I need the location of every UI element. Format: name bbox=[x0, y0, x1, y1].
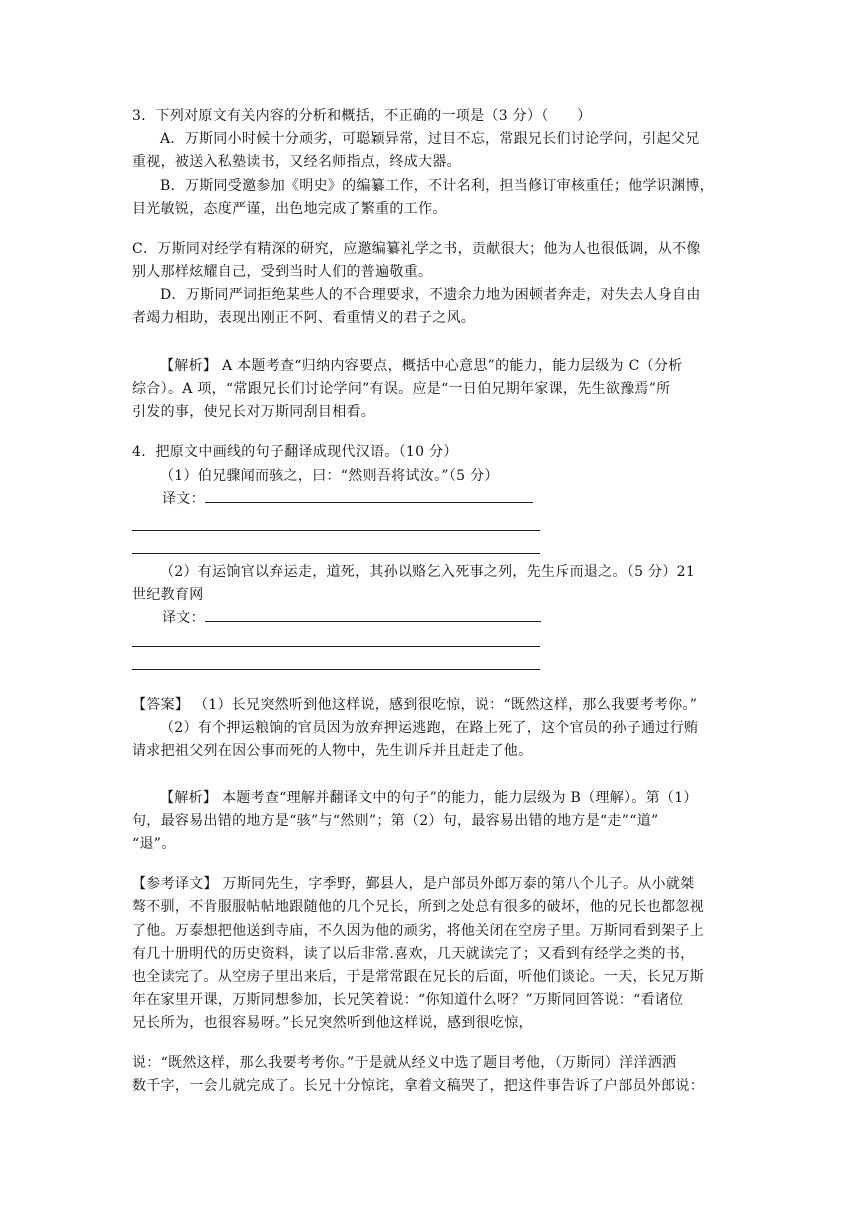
answer-blank-line[interactable] bbox=[132, 646, 540, 647]
q3-analysis-line1: 【解析】 A 本题考查“归纳内容要点，概括中心意思”的能力，能力层级为 C（分析 bbox=[160, 358, 683, 374]
q4-analysis-line2: 句，最容易出错的地方是“骇”与“然则”；第（2）句，最容易出错的地方是“走”“道” bbox=[132, 813, 659, 829]
q4-sentence2-line2: 世纪教育网 bbox=[132, 587, 204, 603]
q4-translation-row1 bbox=[162, 488, 772, 510]
answer-blank[interactable] bbox=[205, 488, 533, 503]
q3-stem: 3．下列对原文有关内容的分析和概括，不正确的一项是（3 分）（ ） bbox=[132, 108, 592, 124]
q3-option-b-line1: B．万斯同受邀参加《明史》的编纂工作，不计名利，担当修订审核重任；他学识渊博， bbox=[160, 178, 714, 194]
q4-analysis-line3: “退”。 bbox=[132, 836, 176, 852]
q3-option-a-line2: 重视，被送入私塾读书，又经名师指点，终成大器。 bbox=[132, 154, 461, 170]
q3-option-b-line2: 目光敏锐，态度严谨，出色地完成了繁重的工作。 bbox=[132, 201, 447, 217]
translation-line5: 也全读完了。从空房子里出来后，于是常常跟在兄长的后面，听他们谈论。一天，长兄万斯 bbox=[132, 969, 704, 985]
q3-option-c-line1: C．万斯同对经学有精深的研究，应邀编纂礼学之书，贡献很大；他为人也很低调，从不像 bbox=[132, 241, 701, 257]
translation-line9: 数千字，一会儿就完成了。长兄十分惊诧，拿着文稿哭了，把这件事告诉了户部员外郎说： bbox=[132, 1078, 704, 1094]
translation-label: 译文： bbox=[162, 491, 205, 507]
q4-answer-line1: 【答案】 （1）长兄突然听到他这样说，感到很吃惊，说：“既然这样，那么我要考考你。” bbox=[132, 697, 698, 713]
translation-line8: 说：“既然这样，那么我要考考你。”于是就从经义中选了题目考他，（万斯同）洋洋洒洒 bbox=[132, 1055, 677, 1071]
translation-line7: 兄长所为，也很容易呀。”长兄突然听到他这样说，感到很吃惊， bbox=[132, 1015, 533, 1031]
q3-analysis-line3: 引发的事，使兄长对万斯同刮目相看。 bbox=[132, 404, 376, 420]
q4-answer-line2: （2）有个押运粮饷的官员因为放弃押运逃跑，在路上死了，这个官员的孙子通过行贿 bbox=[160, 720, 699, 736]
q4-stem: 4．把原文中画线的句子翻译成现代汉语。（10 分） bbox=[132, 444, 458, 460]
translation-line2: 骜不驯，不肯服服帖帖地跟随他的几个兄长，所到之处总有很多的破坏，他的兄长也都忽视 bbox=[132, 899, 704, 915]
q3-option-d-line1: D．万斯同严词拒绝某些人的不合理要求，不遗余力地为困顿者奔走，对失去人身自由 bbox=[160, 287, 701, 303]
q3-option-a-line1: A．万斯同小时候十分顽劣，可聪颖异常，过目不忘，常跟兄长们讨论学问，引起父兄 bbox=[160, 131, 700, 147]
translation-line6: 年在家里开课，万斯同想参加，长兄笑着说：“你知道什么呀？”万斯同回答说：“看诸位 bbox=[132, 992, 684, 1008]
answer-blank-line[interactable] bbox=[132, 553, 540, 554]
q4-sentence1: （1）伯兄骤闻而骇之，曰：“然则吾将试汝。”（5 分） bbox=[160, 468, 499, 484]
q4-answer-line3: 请求把祖父列在因公事而死的人物中，先生训斥并且赶走了他。 bbox=[132, 743, 533, 759]
answer-blank[interactable] bbox=[205, 607, 541, 622]
q3-analysis-line2: 综合）。A 项，“常跟兄长们讨论学问”有误。应是“一日伯兄期年家课，先生欲豫焉”所 bbox=[132, 381, 671, 397]
q4-analysis-line1: 【解析】 本题考查“理解并翻译文中的句子”的能力，能力层级为 B（理解）。第（1） bbox=[160, 790, 698, 806]
translation-line1: 【参考译文】 万斯同先生，字季野，鄞县人，是户部员外郎万泰的第八个儿子。从小就桀 bbox=[132, 876, 695, 892]
q3-option-d-line2: 者竭力相助，表现出刚正不阿、看重情义的君子之风。 bbox=[132, 310, 476, 326]
translation-label: 译文： bbox=[162, 610, 205, 626]
q4-translation-row2 bbox=[162, 607, 772, 629]
translation-line4: 有几十册明代的历史资料，读了以后非常.喜欢，几天就读完了；又看到有经学之类的书， bbox=[132, 946, 695, 962]
answer-blank-line[interactable] bbox=[132, 530, 540, 531]
q4-sentence2-line1: （2）有运饷官以弃运走，道死，其孙以赂乞入死事之列，先生斥而退之。（5 分）21 bbox=[160, 564, 696, 580]
translation-line3: 了他。万泰想把他送到寺庙，不久因为他的顽劣，将他关闭在空房子里。万斯同看到架子上 bbox=[132, 923, 704, 939]
answer-blank-line[interactable] bbox=[132, 669, 540, 670]
q3-option-c-line2: 别人那样炫耀自己，受到当时人们的普遍敬重。 bbox=[132, 264, 433, 280]
